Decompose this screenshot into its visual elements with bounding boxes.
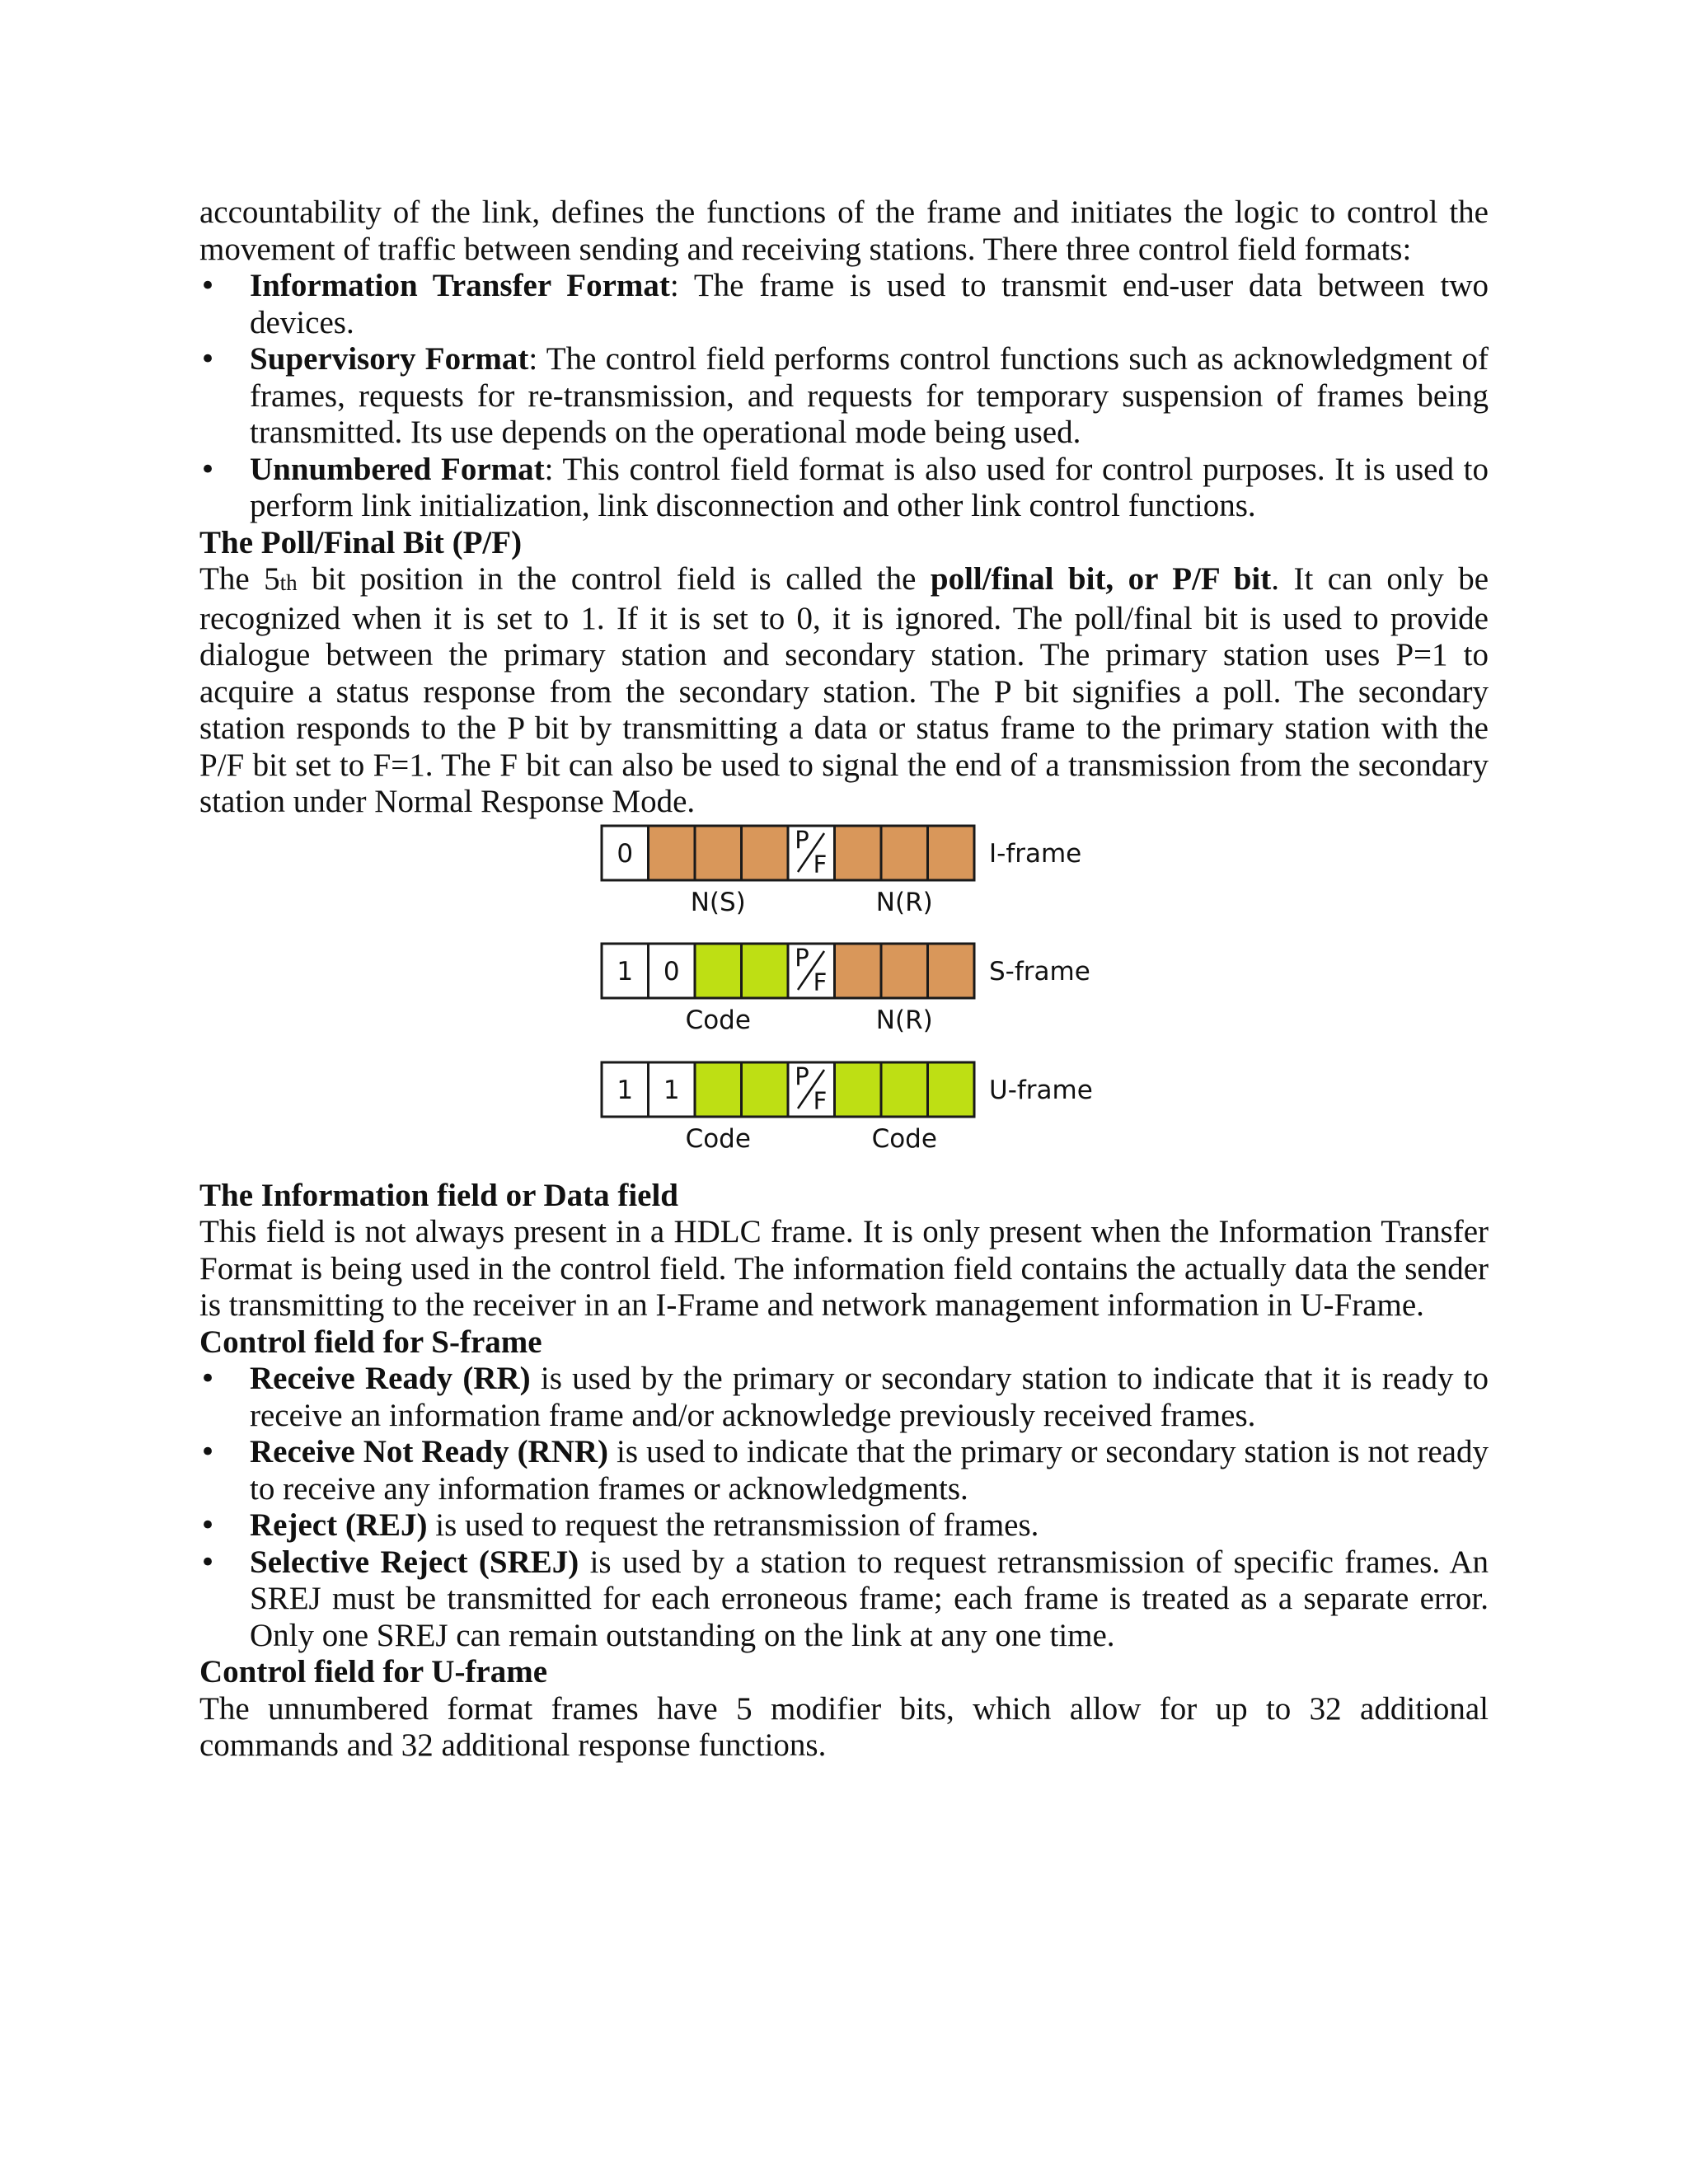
bit-cell	[742, 1062, 789, 1117]
field-label: Code	[685, 1005, 751, 1035]
sframe-list	[199, 1361, 1489, 1654]
item-term: Receive Not Ready (RNR)	[250, 1434, 609, 1469]
format-term: Unnumbered Format	[250, 451, 545, 487]
bit-cell	[695, 826, 742, 880]
pf-paragraph	[199, 561, 1489, 821]
format-term: Information Transfer Format	[250, 268, 670, 303]
pf-p-glyph: P	[795, 1062, 809, 1090]
pf-heading: The Poll/Final Bit (P/F)	[199, 524, 523, 560]
item-text: is used by a station to request retransmission of specific frames. An SREJ must be transmitted for each erroneous frame; each frame is treated as a separate error. Only one SREJ can remain outstanding on the link at any one time.	[250, 1544, 1489, 1653]
bit-cell	[695, 944, 742, 998]
list-item	[199, 268, 1489, 341]
field-label: Code	[871, 1123, 937, 1154]
frame-name-label: S-frame	[989, 956, 1090, 987]
item-text: is used to request the retransmission of frames.	[427, 1507, 1039, 1543]
pf-text-post: . It can only be recognized when it is set to 1. If it is set to 0, it is ignored. The poll/final bit is used to provide dialogue between the primary station and secondary station. The primary station uses P=1 to acquire a status response from the secondary station. The P bit signifies a poll. The secondary station responds to the P bit by transmitting a data or status frame to the primary station with the P/F bit set to F=1. The F bit can also be used to signal the end of a transmission from the secondary station under Normal Response Mode.	[199, 561, 1489, 819]
pf-f-glyph: F	[813, 850, 828, 879]
uframe-paragraph: The unnumbered format frames have 5 modifier bits, which allow for up to 32 additional commands and 32 additional response functions.	[199, 1690, 1489, 1763]
bit-value: 1	[663, 1075, 680, 1105]
item-text: is used to indicate that the primary or secondary station is not ready to receive any information frames or acknowledgments.	[250, 1434, 1489, 1507]
bit-cell	[742, 826, 789, 880]
format-text: : The frame is used to transmit end-user data between two devices.	[250, 268, 1489, 340]
pf-p-glyph: P	[795, 943, 809, 972]
pf-text-mid: bit position in the control field is called the	[297, 561, 931, 597]
bit-value: 1	[617, 1075, 634, 1105]
bit-cell	[695, 1062, 742, 1117]
pf-f-glyph: F	[813, 968, 828, 996]
item-term: Selective Reject (SREJ)	[250, 1544, 579, 1580]
pf-f-glyph: F	[813, 1086, 828, 1115]
frame-format-diagram	[199, 821, 1489, 1178]
pf-p-glyph: P	[795, 825, 809, 854]
bit-cell	[881, 826, 928, 880]
list-item	[199, 1434, 1489, 1507]
control-formats-list	[199, 268, 1489, 525]
format-text: : This control field format is also used for control purposes. It is used to perform link initialization, link disconnection and other link control functions.	[250, 451, 1489, 523]
bit-cell	[881, 944, 928, 998]
intro-paragraph: accountability of the link, defines the functions of the frame and initiates the logic to control the movement of traffic between sending and receiving stations. There three control field formats:	[199, 194, 1489, 267]
bit-value: 1	[617, 956, 634, 987]
field-label: Code	[685, 1123, 751, 1154]
bit-cell	[835, 1062, 882, 1117]
item-term: Reject (REJ)	[250, 1507, 428, 1543]
list-item	[199, 452, 1489, 525]
sframe-heading: Control field for S-frame	[199, 1324, 542, 1360]
bit-value: 0	[663, 956, 680, 987]
list-item	[199, 341, 1489, 452]
bit-cell	[928, 944, 975, 998]
list-item	[199, 1507, 1489, 1544]
ordinal-suffix: th	[279, 570, 298, 595]
control-field-diagram	[199, 821, 1489, 1178]
bit-cell	[835, 826, 882, 880]
bit-cell	[881, 1062, 928, 1117]
item-term: Receive Ready (RR)	[250, 1361, 531, 1396]
pf-bold-term: poll/final bit, or P/F bit	[930, 561, 1272, 597]
frame-name-label: U-frame	[989, 1075, 1093, 1105]
bit-cell	[928, 1062, 975, 1117]
info-heading: The Information field or Data field	[199, 1177, 679, 1213]
bit-cell	[928, 826, 975, 880]
format-text: : The control field performs control functions such as acknowledgment of frames, requests for re-transmission, and requests for temporary suspension of frames being transmitted. Its use depends on the operational mode being used.	[250, 341, 1489, 450]
field-label: N(R)	[875, 1005, 933, 1035]
list-item	[199, 1361, 1489, 1434]
list-item	[199, 1544, 1489, 1655]
bit-value: 0	[617, 838, 634, 869]
bit-cell	[835, 944, 882, 998]
field-label: N(S)	[690, 887, 746, 917]
item-text: is used by the primary or secondary station to indicate that it is ready to receive an information frame and/or acknowledge previously received frames.	[250, 1361, 1489, 1433]
bit-cell	[742, 944, 789, 998]
uframe-heading: Control field for U-frame	[199, 1654, 548, 1690]
format-term: Supervisory Format	[250, 341, 529, 377]
frame-name-label: I-frame	[989, 838, 1082, 869]
field-label: N(R)	[875, 887, 933, 917]
pf-text-pre: The 5	[199, 561, 280, 597]
info-paragraph: This field is not always present in a HDLC frame. It is only present when the Information Transfer Format is being used in the control field. The information field contains the actually data the sender is transmitting to the receiver in an I-Frame and network management information in U-Frame.	[199, 1214, 1489, 1323]
bit-cell	[649, 826, 696, 880]
document-page	[199, 194, 1489, 1765]
